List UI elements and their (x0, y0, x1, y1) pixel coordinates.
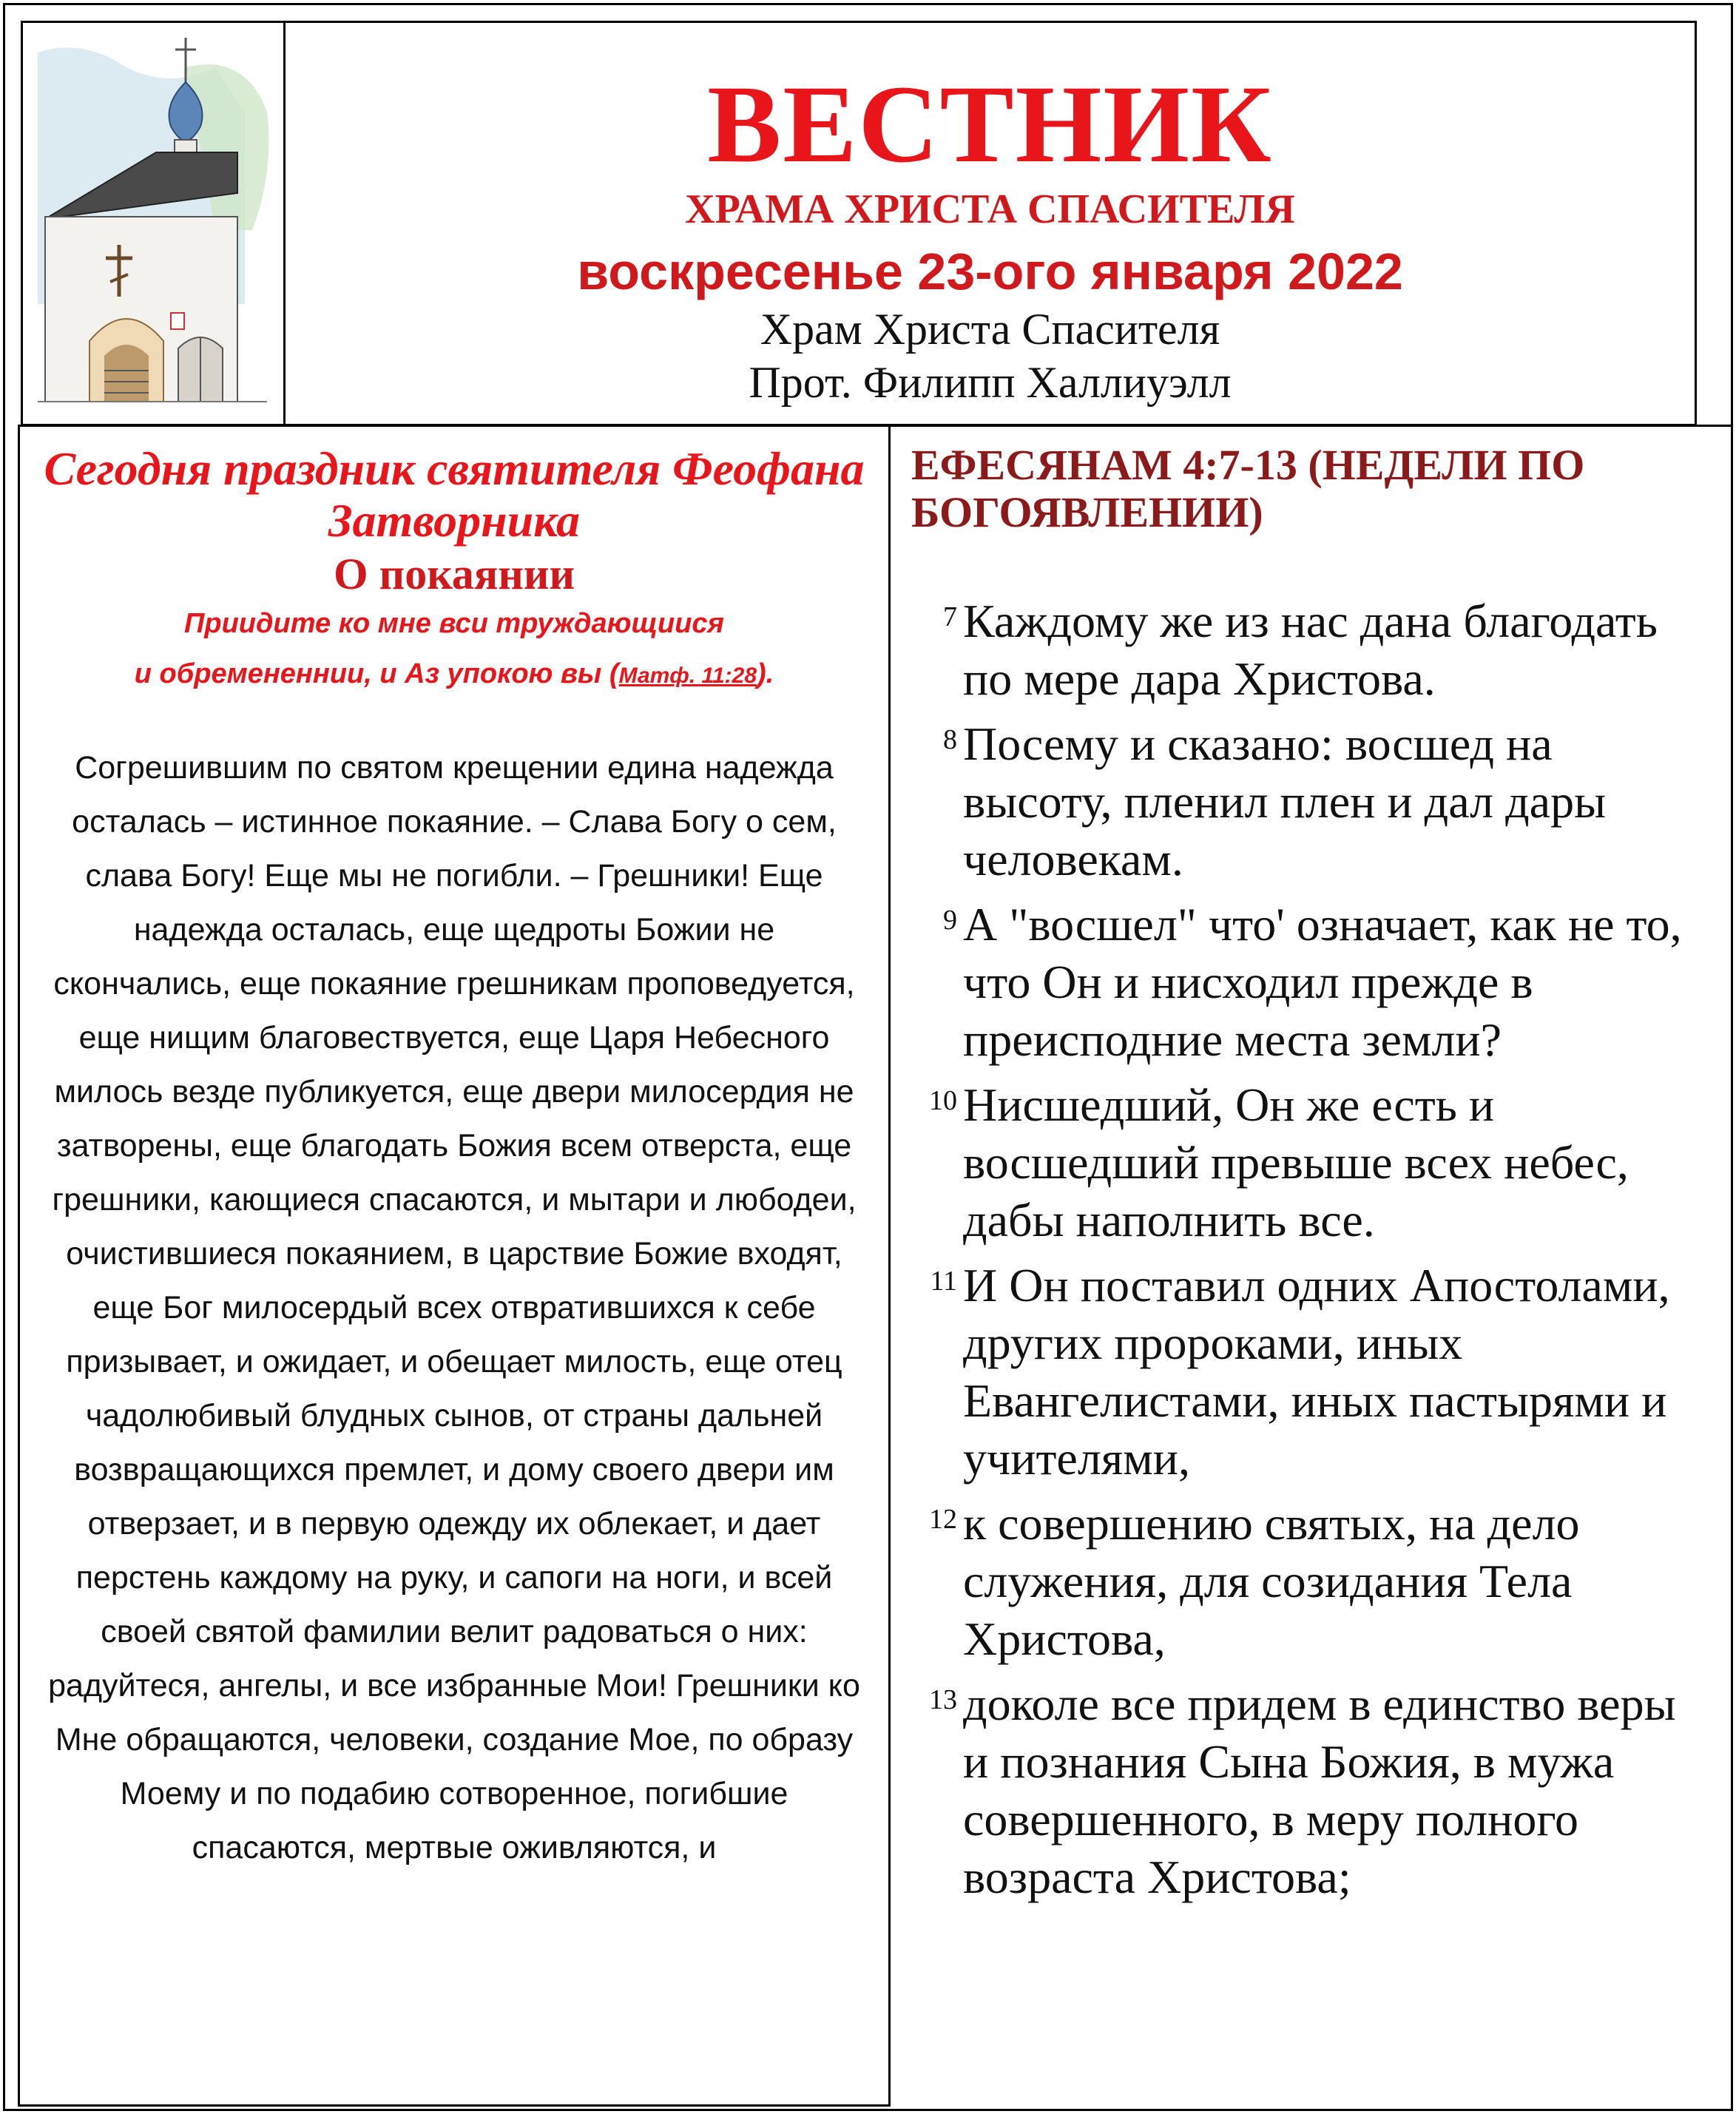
epistle-column (888, 425, 1733, 2111)
verse-item (888, 1076, 1731, 1249)
quote-line-2 (20, 649, 888, 701)
newsletter-subtitle: ХРАМА ХРИСТА СПАСИТЕЛЯ (685, 186, 1295, 232)
feast-title: Сегодня праздник святителя Феофана Затворника (44, 442, 865, 547)
verse-number: 8 (943, 724, 957, 755)
church-name: Храм Христа Спасителя (760, 305, 1220, 354)
verse-list (888, 592, 1731, 1906)
verse-text: А "восшел" что' означает, как не то, что Он и нисходил прежде в преисподние места земли? (963, 898, 1682, 1066)
verse-number: 9 (943, 905, 957, 936)
verse-text: Посему и сказано: восшед на высоту, пленил плен и дал дары человекам. (963, 717, 1607, 885)
homily-topic: О покаянии (333, 550, 575, 598)
issue-date: воскресенье 23-ого января 2022 (577, 243, 1403, 300)
verse-item (888, 1257, 1731, 1487)
verse-text: Нисшедший, Он же есть и восшедший превыше всех небес, дабы наполнить все. (963, 1078, 1629, 1246)
quote-reference-link[interactable]: Матф. 11:28 (618, 663, 757, 688)
verse-text: И Он поставил одних Апостолами, других пророками, иных Евангелистами, иных пастырями и учителями, (963, 1259, 1670, 1485)
masthead (286, 21, 1697, 426)
homily-text: Согрешившим по святом крещении едина надежда осталась – истинное покаяние. – Слава Богу о сем, слава Богу! Еще мы не погибли. – Грешники! Еще надежда осталась, еще щедроты Божии не скончались, еще покаяние грешникам проповедуется, еще нищим благовествуется, еще Царя Небесного милось везде публикуется, еще двери милосердия не затворены, еще благодать Божия всем отверста, еще грешники, кающиеся спасаются, и мытари и любодеи, очистившиеся покаянием, в царствие Божие входят, еще Бог милосердый всех отвратившихся к себе призывает, и ожидает, и обещает милость, еще отец чадолюбивый блудных сынов, от страны дальней возвращающихся премлет, и дому своего двери им отверзает, и в первую одежду их облекает, и дает перстень каждому на руку, и сапоги на ноги, и всей своей святой фамилии велит радоваться о них: радуйтеся, ангелы, и все избранные Мои! Грешники ко Мне обращаются, человеки, создание Мое, по образу Моему и по подабию сотворенное, погибшие спасаются, мертвые оживляются, и (48, 750, 860, 1865)
verse-number: 11 (930, 1266, 957, 1297)
verse-number: 12 (929, 1504, 957, 1535)
verse-text: Каждому же из нас дана благодать по мере дара Христова. (963, 595, 1658, 705)
verse-number: 10 (929, 1085, 957, 1116)
newsletter-title: ВЕСТНИК (707, 63, 1273, 186)
homily-column (18, 425, 891, 2107)
priest-name: Прот. Филипп Халлиуэлл (749, 358, 1232, 407)
verse-item (888, 896, 1731, 1069)
verse-item (888, 592, 1731, 708)
quote-line-1: Приидите ко мне вси труждающиися (184, 608, 724, 639)
verse-text: доколе все придем в единство веры и познания Сына Божия, в мужа совершенного, в меру полного возраста Христова; (963, 1678, 1676, 1903)
verse-text: к совершению святых, на дело служения, для созидания Тела Христова, (963, 1497, 1580, 1665)
quote-line-2-text: и обремененнии, и Аз упокою вы ( (134, 658, 619, 689)
verse-item (888, 1495, 1731, 1668)
verse-item (888, 715, 1731, 888)
church-illustration (21, 21, 286, 426)
scripture-quote (20, 598, 888, 701)
verse-number: 7 (943, 601, 957, 632)
quote-line-2-end: ). (757, 658, 774, 689)
church-drawing-icon (23, 23, 283, 424)
verse-number: 13 (929, 1684, 957, 1715)
verse-item (888, 1675, 1731, 1906)
reading-title: ЕФЕСЯНАМ 4:7-13 (НЕДЕЛИ ПО БОГОЯВЛЕНИИ) (911, 441, 1585, 536)
